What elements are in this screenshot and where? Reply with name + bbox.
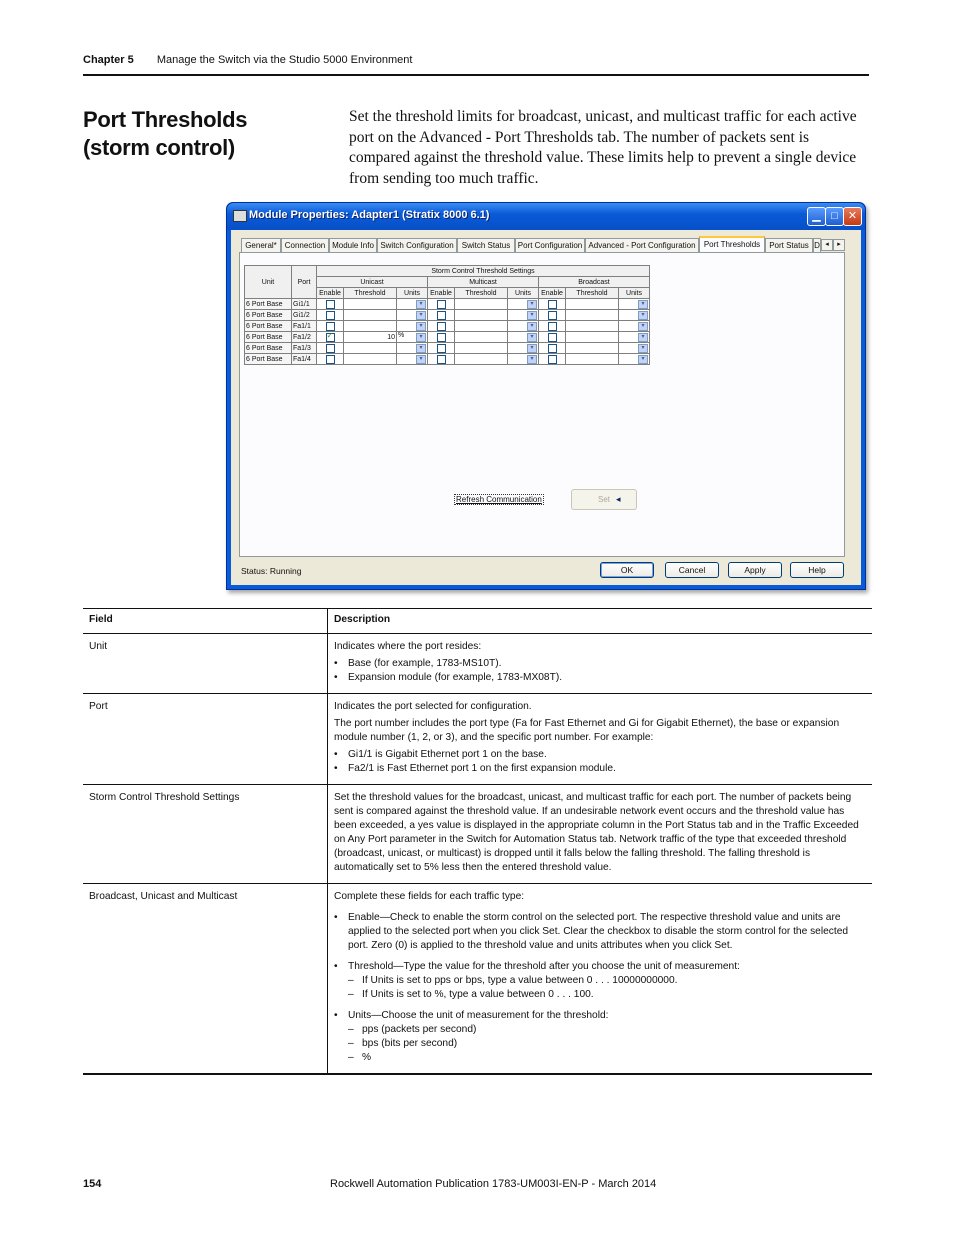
dropdown-arrow-icon[interactable]: ▾: [416, 311, 426, 320]
multicast-enable-cell[interactable]: [428, 332, 455, 343]
unicast-threshold-cell[interactable]: [344, 299, 397, 310]
bullet-item: • Threshold—Type the value for the threshold after you choose the unit of measurement:: [334, 960, 866, 974]
tab-switch-status[interactable]: Switch Status: [457, 238, 515, 252]
bullet-item: • Gi1/1 is Gigabit Ethernet port 1 on the base.: [334, 748, 866, 762]
multicast-units-cell[interactable]: [508, 299, 539, 310]
multicast-units-cell[interactable]: [508, 321, 539, 332]
broadcast-enable-checkbox[interactable]: [548, 311, 557, 320]
multicast-threshold-cell[interactable]: [455, 354, 508, 365]
grid-unit-cell: 6 Port Base: [245, 354, 292, 365]
threshold-grid: [244, 265, 650, 365]
subcol-enable: Enable: [317, 288, 344, 299]
multicast-threshold-cell[interactable]: [455, 299, 508, 310]
subcol-enable: Enable: [539, 288, 566, 299]
tab-port-thresholds[interactable]: Port Thresholds: [699, 236, 765, 254]
grid-row: [245, 310, 650, 321]
desc-port: [328, 694, 873, 785]
multicast-enable-checkbox[interactable]: [437, 300, 446, 309]
unicast-enable-checkbox[interactable]: [326, 311, 335, 320]
dropdown-arrow-icon[interactable]: ▾: [638, 300, 648, 309]
field-description-table: [83, 608, 872, 1075]
multicast-enable-cell[interactable]: [428, 310, 455, 321]
grid-port-cell: Fa1/4: [292, 354, 317, 365]
arrow-left-icon: ◂: [616, 494, 621, 504]
grid-row: [245, 354, 650, 365]
refresh-communication-link[interactable]: Refresh Communication: [456, 495, 542, 504]
subcol-threshold: Threshold: [566, 288, 619, 299]
broadcast-units-cell[interactable]: [619, 321, 650, 332]
desc-text: The port number includes the port type (Fa for Fast Ethernet and Gi for Gigabit Ethernet), the base or expansion module number (1, 2, or 3), and the specific port number. For example:: [334, 718, 840, 743]
subcol-units: Units: [397, 288, 428, 299]
status-value: Running: [269, 566, 302, 576]
port-thresholds-panel: [239, 252, 845, 557]
unicast-threshold-cell[interactable]: [344, 310, 397, 321]
multicast-units-cell[interactable]: [508, 310, 539, 321]
grid-body: [245, 299, 650, 365]
multicast-enable-checkbox[interactable]: [437, 311, 446, 320]
broadcast-units-cell[interactable]: [619, 354, 650, 365]
broadcast-header: Broadcast: [539, 277, 650, 288]
table-row: [83, 884, 872, 1075]
unicast-header: Unicast: [317, 277, 428, 288]
help-button[interactable]: Help: [790, 562, 844, 578]
broadcast-enable-cell[interactable]: [539, 321, 566, 332]
desc-text: Indicates where the port resides:: [334, 641, 482, 652]
dropdown-arrow-icon[interactable]: ▾: [416, 333, 426, 342]
multicast-enable-checkbox[interactable]: [437, 333, 446, 342]
field-storm-control: Storm Control Threshold Settings: [83, 785, 328, 884]
tab-module-info[interactable]: Module Info: [329, 238, 377, 252]
bullet-item: • Expansion module (for example, 1783-MX08T).: [334, 671, 866, 685]
multicast-units-cell[interactable]: [508, 354, 539, 365]
broadcast-threshold-cell[interactable]: [566, 299, 619, 310]
table-row: [83, 634, 872, 694]
header-rule: [83, 74, 869, 76]
dash-item: – bps (bits per second): [334, 1037, 866, 1051]
desc-broadcast-unicast-multicast: [328, 884, 873, 1075]
multicast-threshold-cell[interactable]: [455, 332, 508, 343]
grid-unit-cell: 6 Port Base: [245, 310, 292, 321]
ok-button[interactable]: OK: [600, 562, 654, 578]
multicast-enable-cell[interactable]: [428, 299, 455, 310]
table-row: [83, 694, 872, 785]
field-header: Field: [83, 609, 328, 634]
tab-truncated[interactable]: D: [813, 238, 821, 252]
broadcast-enable-checkbox[interactable]: [548, 355, 557, 364]
unicast-units-value: %: [398, 332, 405, 339]
broadcast-threshold-cell[interactable]: [566, 343, 619, 354]
bullet-item: • Base (for example, 1783-MS10T).: [334, 657, 866, 671]
dropdown-arrow-icon[interactable]: ▾: [527, 344, 537, 353]
intro-paragraph: Set the threshold limits for broadcast, unicast, and multicast traffic for each active port on the Advanced - Port Thresholds tab. The number of packets sent is compared against the threshold value. These limits help to prevent a single device from sending too much traffic.: [349, 108, 857, 187]
broadcast-enable-cell[interactable]: [539, 343, 566, 354]
status-line: [241, 566, 302, 576]
unicast-enable-checkbox[interactable]: [326, 333, 335, 342]
section-title-line1: Port Thresholds: [83, 107, 248, 132]
status-label: Status:: [241, 566, 268, 576]
unicast-threshold-cell[interactable]: [344, 321, 397, 332]
dropdown-arrow-icon[interactable]: ▾: [416, 355, 426, 364]
minimize-icon[interactable]: ▁: [807, 207, 826, 226]
grid-row: [245, 332, 650, 343]
maximize-icon[interactable]: □: [825, 207, 844, 226]
multicast-enable-cell[interactable]: [428, 343, 455, 354]
section-title-line2: (storm control): [83, 135, 235, 160]
dropdown-arrow-icon[interactable]: ▾: [527, 311, 537, 320]
broadcast-units-cell[interactable]: [619, 343, 650, 354]
grid-unit-cell: 6 Port Base: [245, 321, 292, 332]
dash-item: – pps (packets per second): [334, 1023, 866, 1037]
tab-port-status[interactable]: Port Status: [765, 238, 813, 252]
module-properties-dialog: [226, 202, 866, 590]
multicast-threshold-cell[interactable]: [455, 310, 508, 321]
unicast-threshold-cell[interactable]: [344, 354, 397, 365]
unicast-threshold-cell[interactable]: [344, 343, 397, 354]
grid-unit-cell: 6 Port Base: [245, 332, 292, 343]
field-unit: Unit: [83, 634, 328, 694]
multicast-threshold-cell[interactable]: [455, 321, 508, 332]
unicast-enable-checkbox[interactable]: [326, 300, 335, 309]
section-title: [83, 106, 247, 162]
chapter-label: Chapter 5: [83, 54, 134, 66]
multicast-header: Multicast: [428, 277, 539, 288]
dropdown-arrow-icon[interactable]: ▾: [638, 333, 648, 342]
multicast-enable-cell[interactable]: [428, 321, 455, 332]
dropdown-arrow-icon[interactable]: ▾: [638, 322, 648, 331]
multicast-enable-checkbox[interactable]: [437, 344, 446, 353]
grid-port-cell: Fa1/3: [292, 343, 317, 354]
broadcast-enable-checkbox[interactable]: [548, 333, 557, 342]
unicast-enable-cell[interactable]: [317, 310, 344, 321]
grid-port-cell: Gi1/1: [292, 299, 317, 310]
description-header: Description: [328, 609, 873, 634]
multicast-enable-cell[interactable]: [428, 354, 455, 365]
broadcast-units-cell[interactable]: [619, 299, 650, 310]
broadcast-enable-checkbox[interactable]: [548, 300, 557, 309]
unicast-units-cell[interactable]: [397, 354, 428, 365]
tab-connection[interactable]: Connection: [281, 238, 329, 252]
broadcast-enable-cell[interactable]: [539, 310, 566, 321]
unicast-units-cell[interactable]: [397, 343, 428, 354]
subcol-threshold: Threshold: [344, 288, 397, 299]
apply-button[interactable]: Apply: [728, 562, 782, 578]
set-button[interactable]: Set: [571, 489, 637, 510]
unicast-enable-cell[interactable]: [317, 343, 344, 354]
dropdown-arrow-icon[interactable]: ▾: [638, 311, 648, 320]
table-row: [83, 785, 872, 884]
unicast-enable-checkbox[interactable]: [326, 322, 335, 331]
unicast-units-cell[interactable]: [397, 310, 428, 321]
broadcast-enable-cell[interactable]: [539, 354, 566, 365]
multicast-enable-checkbox[interactable]: [437, 355, 446, 364]
dropdown-arrow-icon[interactable]: ▾: [416, 322, 426, 331]
chapter-title: Manage the Switch via the Studio 5000 Environment: [156, 54, 413, 66]
tab-switch-configuration[interactable]: Switch Configuration: [377, 238, 457, 252]
bullet-item: • Enable—Check to enable the storm control on the selected port. The respective threshold value and units are applied to the selected port when you click Set. Clear the checkbox to disable the storm control for the selected port. Zero (0) is applied to the threshold value and units attributes when you click Set.: [334, 911, 866, 953]
unicast-units-cell[interactable]: [397, 332, 428, 343]
grid-row: [245, 321, 650, 332]
grid-port-cell: Fa1/2: [292, 332, 317, 343]
dash-item: – If Units is set to %, type a value between 0 . . . 100.: [334, 988, 866, 1002]
multicast-units-cell[interactable]: [508, 332, 539, 343]
broadcast-enable-cell[interactable]: [539, 332, 566, 343]
broadcast-enable-checkbox[interactable]: [548, 322, 557, 331]
broadcast-threshold-cell[interactable]: [566, 321, 619, 332]
grid-row: [245, 343, 650, 354]
app-icon: [233, 210, 247, 222]
tab-port-configuration[interactable]: Port Configuration: [515, 238, 585, 252]
subcol-units: Units: [619, 288, 650, 299]
unicast-threshold-cell[interactable]: 10: [344, 332, 397, 343]
desc-text: Indicates the port selected for configuration.: [334, 701, 532, 712]
broadcast-threshold-cell[interactable]: [566, 354, 619, 365]
tab-advanced-port-configuration[interactable]: Advanced - Port Configuration: [585, 238, 699, 252]
grid-unit-cell: 6 Port Base: [245, 299, 292, 310]
broadcast-units-cell[interactable]: [619, 332, 650, 343]
cancel-button[interactable]: Cancel: [665, 562, 719, 578]
unicast-enable-cell[interactable]: [317, 299, 344, 310]
grid-port-cell: Fa1/1: [292, 321, 317, 332]
tab-scroll-right-icon[interactable]: ▸: [833, 239, 845, 251]
dropdown-arrow-icon[interactable]: ▾: [527, 300, 537, 309]
broadcast-units-cell[interactable]: [619, 310, 650, 321]
grid-port-cell: Gi1/2: [292, 310, 317, 321]
dialog-titlebar[interactable]: [227, 203, 865, 230]
unicast-units-cell[interactable]: [397, 299, 428, 310]
field-port: Port: [83, 694, 328, 785]
unicast-enable-cell[interactable]: [317, 332, 344, 343]
multicast-units-cell[interactable]: [508, 343, 539, 354]
dropdown-arrow-icon[interactable]: ▾: [527, 333, 537, 342]
dropdown-arrow-icon[interactable]: ▾: [638, 344, 648, 353]
multicast-threshold-cell[interactable]: [455, 343, 508, 354]
running-header: [83, 54, 412, 66]
desc-text: Complete these fields for each traffic type:: [334, 891, 525, 902]
col-unit-header: Unit: [245, 266, 292, 299]
publication-footer: Rockwell Automation Publication 1783-UM003I-EN-P - March 2014: [330, 1178, 657, 1190]
col-port-header: Port: [292, 266, 317, 299]
broadcast-enable-checkbox[interactable]: [548, 344, 557, 353]
field-broadcast-unicast-multicast: Broadcast, Unicast and Multicast: [83, 884, 328, 1075]
multicast-enable-checkbox[interactable]: [437, 322, 446, 331]
dialog-title: Module Properties: Adapter1 (Stratix 8000 6.1): [249, 209, 490, 221]
subcol-units: Units: [508, 288, 539, 299]
unicast-units-cell[interactable]: [397, 321, 428, 332]
bullet-item: • Units—Choose the unit of measurement for the threshold:: [334, 1009, 866, 1023]
storm-control-header: Storm Control Threshold Settings: [317, 266, 650, 277]
dash-item: – %: [334, 1051, 866, 1065]
grid-row: [245, 299, 650, 310]
broadcast-threshold-cell[interactable]: [566, 310, 619, 321]
dropdown-arrow-icon[interactable]: ▾: [416, 300, 426, 309]
tab-scroll-left-icon[interactable]: ◂: [821, 239, 833, 251]
broadcast-threshold-cell[interactable]: [566, 332, 619, 343]
unicast-enable-cell[interactable]: [317, 354, 344, 365]
broadcast-enable-cell[interactable]: [539, 299, 566, 310]
grid-unit-cell: 6 Port Base: [245, 343, 292, 354]
dash-item: – If Units is set to pps or bps, type a value between 0 . . . 10000000000.: [334, 974, 866, 988]
dropdown-arrow-icon[interactable]: ▾: [638, 355, 648, 364]
desc-storm-control: Set the threshold values for the broadcast, unicast, and multicast traffic for each port. The number of packets being sent is compared against the threshold value. If an undesirable network event occurs and the threshold value has been exceeded, a yes value is displayed in the appropriate column in the Port Status tab and in the Traffic Exceeded on Any Port parameter in the Switch for Automation Status tab. Network traffic of the type that exceeded threshold (broadcast, unicast, or multicast) is dropped until it falls below the falling threshold. The falling threshold is automatically set to 5% less then the entered threshold value.: [328, 785, 873, 884]
dialog-client: [231, 230, 861, 585]
unicast-enable-checkbox[interactable]: [326, 344, 335, 353]
dropdown-arrow-icon[interactable]: ▾: [527, 322, 537, 331]
subcol-threshold: Threshold: [455, 288, 508, 299]
desc-unit: [328, 634, 873, 694]
tab-general[interactable]: General*: [241, 238, 281, 252]
bullet-item: • Fa2/1 is Fast Ethernet port 1 on the first expansion module.: [334, 762, 866, 776]
dropdown-arrow-icon[interactable]: ▾: [416, 344, 426, 353]
subcol-enable: Enable: [428, 288, 455, 299]
close-icon[interactable]: ✕: [843, 207, 862, 226]
page-number: 154: [83, 1178, 102, 1190]
unicast-enable-checkbox[interactable]: [326, 355, 335, 364]
dropdown-arrow-icon[interactable]: ▾: [527, 355, 537, 364]
